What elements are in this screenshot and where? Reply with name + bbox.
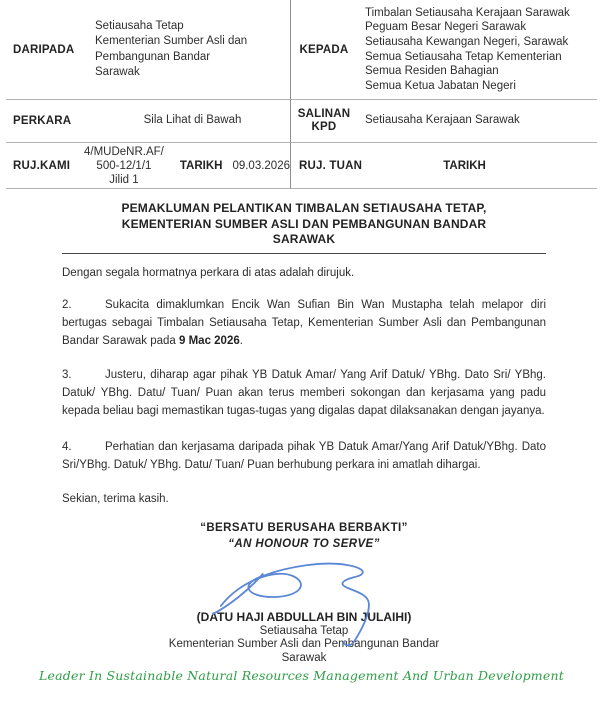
signatory-role: Setiausaha Tetap: [259, 624, 349, 637]
paragraph-text: Sukacita dimaklumkan Encik Wan Sufian Bin Wan Mustapha telah melapor diri bertugas sebagai Timbalan Setiausaha Tetap, Kementerian Sumber Asli dan Pembangunan Bandar Sarawak pada: [62, 298, 546, 347]
tarikh-label: TARIKH: [179, 159, 223, 172]
kepada-line: Peguam Besar Negeri Sarawak: [365, 21, 527, 34]
daripada-line: Kementerian Sumber Asli dan: [95, 35, 248, 47]
kepada-line: Timbalan Setiausaha Kerajaan Sarawak: [365, 6, 570, 19]
kepada-line: Semua Residen Bahagian: [365, 65, 499, 78]
cell-perkara: [6, 100, 290, 143]
ref-line: 500-12/1/1: [96, 159, 152, 172]
signatory-name: (DATU HAJI ABDULLAH BIN JULAIHI): [196, 609, 412, 624]
paragraph-number: 2.: [62, 298, 72, 311]
closing-line: Sekian, terima kasih.: [62, 492, 169, 505]
paragraph-2: [62, 296, 546, 350]
paragraph-number: 4.: [62, 440, 72, 453]
daripada-line: Pembangunan Bandar: [95, 50, 211, 63]
daripada-line: Sarawak: [95, 66, 140, 78]
paragraph-number: 3.: [62, 368, 72, 381]
ref-line: 4/MUDeNR.AF/: [83, 145, 164, 158]
letter-title: [62, 201, 546, 254]
motto-block: [62, 520, 546, 552]
letter-body: [62, 201, 546, 665]
title-line: PEMAKLUMAN PELANTIKAN TIMBALAN SETIAUSAHA TETAP,: [121, 201, 487, 215]
cell-daripada: [6, 0, 290, 100]
ruj-kami-ref: [80, 145, 168, 187]
signature-area: [62, 552, 546, 610]
kepada-line: Semua Ketua Jabatan Negeri: [365, 79, 516, 92]
paragraph-intro: Dengan segala hormatnya perkara di atas adalah dirujuk.: [62, 266, 355, 279]
tarikh-value: 09.03.2026: [232, 159, 290, 172]
kepada-label: KEPADA: [299, 43, 349, 56]
perkara-value: Sila Lihat di Bawah: [143, 114, 242, 127]
salinan-label-line: KPD: [311, 121, 337, 133]
kepada-line: Setiausaha Kewangan Negeri, Sarawak: [365, 35, 569, 48]
ruj-tuan-label: RUJ. TUAN: [299, 159, 363, 172]
signatory-org-line: Kementerian Sumber Asli dan Pembangunan Bandar: [168, 638, 440, 650]
kepada-value: [357, 6, 570, 94]
paragraph-3: [62, 366, 546, 420]
motto-line-malay: “BERSATU BERUSAHA BERBAKTI”: [200, 521, 408, 534]
signatory-block: [62, 610, 546, 666]
paragraph-text: .: [239, 334, 243, 347]
title-line: KEMENTERIAN SUMBER ASLI DAN PEMBANGUNAN BANDAR: [121, 216, 487, 231]
header-table: [6, 0, 597, 189]
cell-ruj-kami: [6, 143, 290, 189]
salinan-kpd-value: Setiausaha Kerajaan Sarawak: [365, 114, 520, 127]
paragraph-4: [62, 438, 546, 474]
ruj-tuan-tarikh-label: TARIKH: [443, 159, 486, 172]
title-line: SARAWAK: [272, 232, 336, 246]
paragraph-text: Perhatian dan kerjasama daripada pihak YB Datuk Amar/Yang Arif Datuk/YBhg. Dato Sri/YBhg. Datuk/ YBhg. Datu/ Tuan/ Puan berhubung perkara ini amatlah dihargai.: [62, 440, 546, 471]
daripada-value: [95, 19, 247, 81]
perkara-label: PERKARA: [13, 115, 72, 127]
cell-salinan-kpd: [290, 100, 597, 143]
daripada-label: DARIPADA: [13, 43, 75, 56]
signatory-org-line: Sarawak: [281, 651, 327, 664]
footer-tagline: Leader In Sustainable Natural Resources Management And Urban Development: [39, 668, 564, 683]
daripada-line: Setiausaha Tetap: [95, 19, 184, 32]
kepada-line: Semua Setiausaha Tetap Kementerian: [365, 50, 562, 63]
motto-line-english: “AN HONOUR TO SERVE”: [228, 537, 380, 550]
paragraph-text: Justeru, diharap agar pihak YB Datuk Amar/ Yang Arif Datuk/ YBhg. Dato Sri/ YBhg. Datuk/ YBhg. Datu/ Tuan/ Puan akan terus memberi sokongan dan kerjasama yang padu kepada beliau bagi memastikan tugas-tugas yang digalas dapat dilaksanakan dengan jayanya.: [62, 368, 546, 417]
salinan-label-line: SALINAN: [297, 108, 351, 120]
highlight-date: 9 Mac 2026: [179, 334, 240, 347]
cell-kepada: [290, 0, 597, 100]
ref-line: Jilid 1: [109, 173, 139, 186]
salinan-kpd-label: [291, 108, 357, 134]
cell-ruj-tuan: [290, 143, 597, 189]
ruj-kami-label: RUJ.KAMI: [13, 159, 71, 172]
